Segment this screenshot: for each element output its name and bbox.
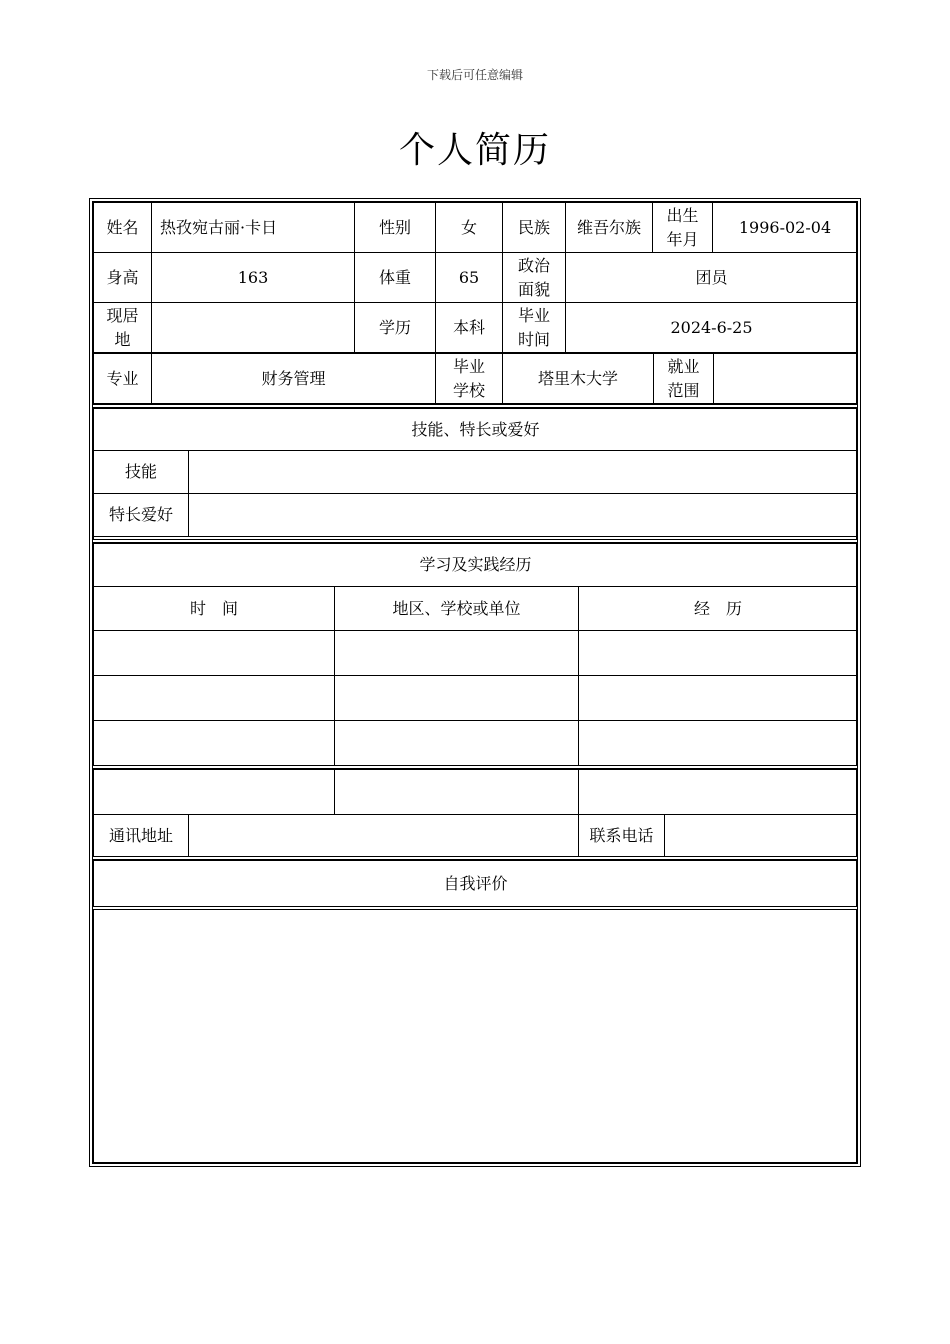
col-time-header: 时 间 (94, 587, 335, 631)
experience-section-title: 学习及实践经历 (94, 544, 858, 587)
exp-detail-cell[interactable] (579, 770, 858, 815)
major-row-table (93, 353, 858, 404)
weight-label: 体重 (355, 253, 436, 303)
skills-section-title: 技能、特长或爱好 (94, 409, 858, 451)
hobby-value[interactable] (189, 494, 858, 537)
exp-detail-cell[interactable] (579, 631, 858, 676)
gender-label: 性别 (355, 203, 436, 253)
address-label: 通讯地址 (94, 815, 189, 857)
col-exp-header: 经 历 (579, 587, 858, 631)
page-title: 个人简历 (398, 130, 551, 171)
exp-time-cell[interactable] (94, 631, 335, 676)
skills-table (93, 408, 858, 537)
table-row (94, 631, 858, 676)
exp-place-cell[interactable] (335, 676, 579, 721)
birth-value[interactable]: 1996-02-04 (713, 203, 858, 253)
school-label: 毕业学校 (436, 354, 503, 404)
exp-detail-cell[interactable] (579, 676, 858, 721)
gender-value[interactable]: 女 (436, 203, 503, 253)
height-label: 身高 (94, 253, 152, 303)
experience-extra-table (93, 769, 858, 815)
employment-label: 就业范围 (654, 354, 714, 404)
exp-time-cell[interactable] (94, 676, 335, 721)
residence-value[interactable] (152, 303, 355, 353)
address-value[interactable] (189, 815, 579, 857)
phone-label: 联系电话 (579, 815, 665, 857)
political-label: 政治面貌 (503, 253, 566, 303)
height-value[interactable]: 163 (152, 253, 355, 303)
exp-detail-cell[interactable] (579, 721, 858, 766)
name-value[interactable]: 热孜宛古丽·卡日 (152, 203, 355, 253)
exp-place-cell[interactable] (335, 770, 579, 815)
phone-value[interactable] (665, 815, 858, 857)
self-eval-header-table (93, 860, 858, 907)
basic-info-table (93, 202, 858, 353)
education-label: 学历 (355, 303, 436, 353)
skill-label: 技能 (94, 451, 189, 494)
exp-time-cell[interactable] (94, 770, 335, 815)
grad-time-label: 毕业时间 (503, 303, 566, 353)
birth-label: 出生年月 (653, 203, 713, 253)
table-row (94, 770, 858, 815)
weight-value[interactable]: 65 (436, 253, 503, 303)
political-value[interactable]: 团员 (566, 253, 858, 303)
major-label: 专业 (94, 354, 152, 404)
major-value[interactable]: 财务管理 (152, 354, 436, 404)
school-value[interactable]: 塔里木大学 (503, 354, 654, 404)
exp-time-cell[interactable] (94, 721, 335, 766)
ethnicity-label: 民族 (503, 203, 566, 253)
table-row (94, 721, 858, 766)
name-label: 姓名 (94, 203, 152, 253)
employment-value[interactable] (714, 354, 858, 404)
hobby-label: 特长爱好 (94, 494, 189, 537)
grad-time-value[interactable]: 2024-6-25 (566, 303, 858, 353)
skill-value[interactable] (189, 451, 858, 494)
education-value[interactable]: 本科 (436, 303, 503, 353)
experience-table (93, 543, 858, 766)
header-note: 下载后可任意编辑 (426, 68, 523, 82)
col-place-header: 地区、学校或单位 (335, 587, 579, 631)
exp-place-cell[interactable] (335, 721, 579, 766)
ethnicity-value[interactable]: 维吾尔族 (566, 203, 653, 253)
residence-label: 现居地 (94, 303, 152, 353)
table-row (94, 676, 858, 721)
contact-table (93, 814, 858, 857)
self-eval-content[interactable] (93, 910, 857, 1163)
exp-place-cell[interactable] (335, 631, 579, 676)
self-eval-section-title: 自我评价 (94, 861, 858, 907)
